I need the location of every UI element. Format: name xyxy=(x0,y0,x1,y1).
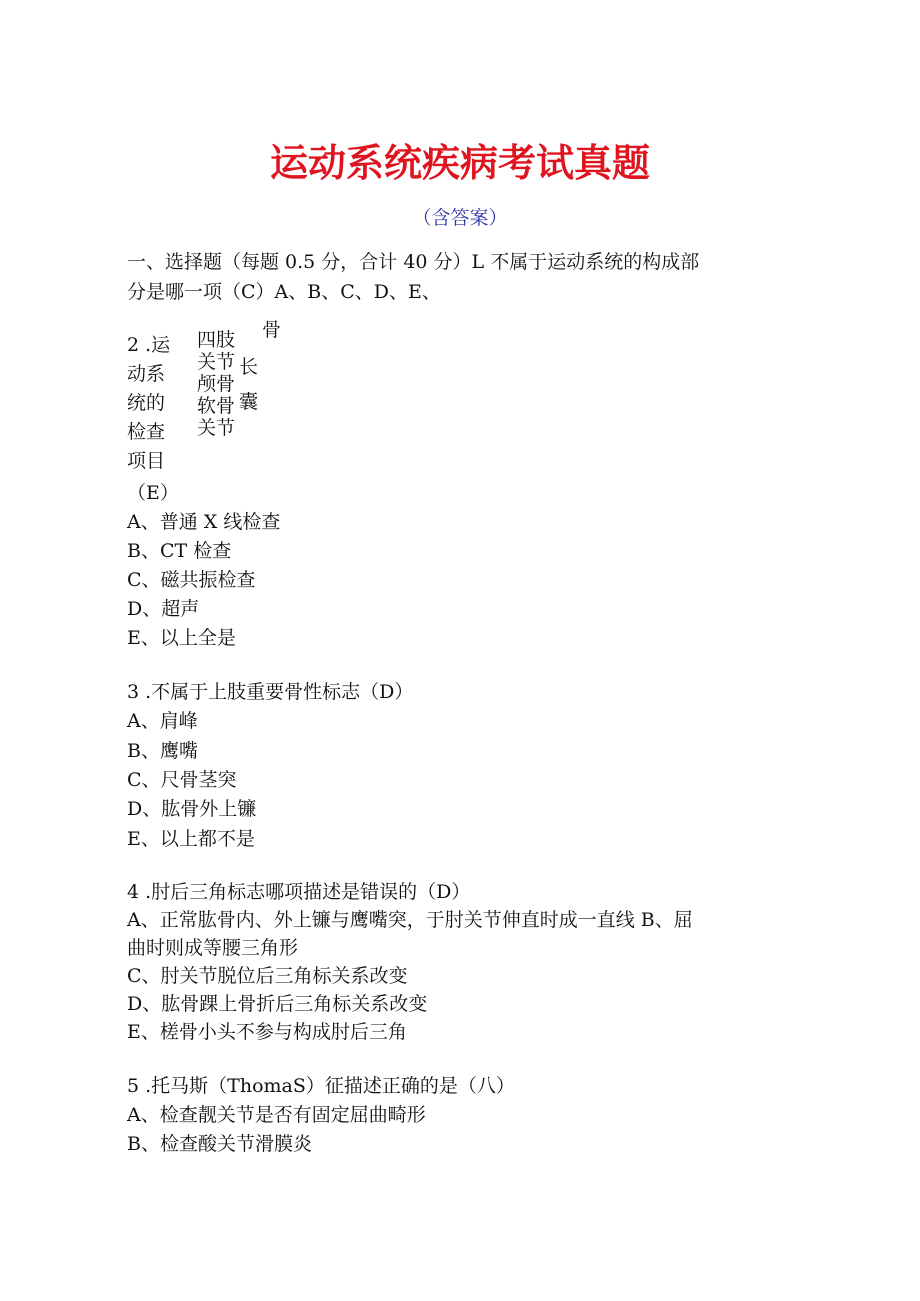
q3-option: D、肱骨外上镰 xyxy=(127,798,257,820)
q2-option-fragment: 关节 xyxy=(197,351,236,373)
q2-option-fragment: 关节 xyxy=(197,417,236,439)
section-header-line-2: 分是哪一项（C）A、B、C、D、E、 xyxy=(127,281,441,303)
q4-option: E、槎骨小头不参与构成肘后三角 xyxy=(127,1021,407,1043)
q2-option-fragment: 四肢 xyxy=(197,329,236,351)
section-header-line-1: 一、选择题（每题 0.5 分，合计 40 分）L 不属于运动系统的构成部 xyxy=(127,251,700,273)
page-subtitle: （含答案） xyxy=(412,207,508,229)
q2-option-fragment: 囊 xyxy=(239,391,259,413)
q2-option: E、以上全是 xyxy=(127,627,236,649)
q3-stem: 3 .不属于上肢重要骨性标志（D） xyxy=(127,681,414,703)
q2-option: C、磁共振检查 xyxy=(127,569,256,591)
q4-option: D、肱骨踝上骨折后三角标关系改变 xyxy=(127,993,428,1015)
q3-option: B、鹰嘴 xyxy=(127,740,198,762)
q2-option-fragment: 软骨 xyxy=(197,395,236,417)
q4-option: C、肘关节脱位后三角标关系改变 xyxy=(127,965,408,987)
q4-stem: 4 .肘后三角标志哪项描述是错误的（D） xyxy=(127,881,471,903)
q3-option: C、尺骨茎突 xyxy=(127,769,237,791)
q2-answer: （E） xyxy=(127,482,179,504)
q5-stem: 5 .托马斯（ThomaS）征描述正确的是（八） xyxy=(127,1075,515,1097)
page-title: 运动系统疾病考试真题 xyxy=(269,141,650,185)
q2-option: A、普通 X 线检查 xyxy=(127,511,281,533)
q2-option: B、CT 检查 xyxy=(127,540,232,562)
q4-option: A、正常肱骨内、外上镰与鹰嘴突，于肘关节伸直时成一直线 B、屈 xyxy=(127,909,693,931)
q5-option: A、检查靓关节是否有固定屈曲畸形 xyxy=(127,1104,426,1126)
q2-stem-fragment: 检查 xyxy=(127,421,166,443)
q3-option: E、以上都不是 xyxy=(127,828,255,850)
q2-stem-fragment: 统的 xyxy=(127,392,166,414)
q2-stem-fragment: 动系 xyxy=(127,363,166,385)
q2-option-fragment: 颅骨 xyxy=(197,373,236,395)
q2-option-fragment: 长 xyxy=(239,356,259,378)
q3-option: A、肩峰 xyxy=(127,710,198,732)
q2-stem-fragment: 项目 xyxy=(127,450,166,472)
q2-stem-fragment: 2 .运 xyxy=(127,334,171,356)
q4-option-continuation: 曲时则成等腰三角形 xyxy=(127,937,299,959)
q2-option: D、超声 xyxy=(127,598,200,620)
q2-option-fragment: 骨 xyxy=(262,319,282,341)
q5-option: B、检查酸关节滑膜炎 xyxy=(127,1133,312,1155)
